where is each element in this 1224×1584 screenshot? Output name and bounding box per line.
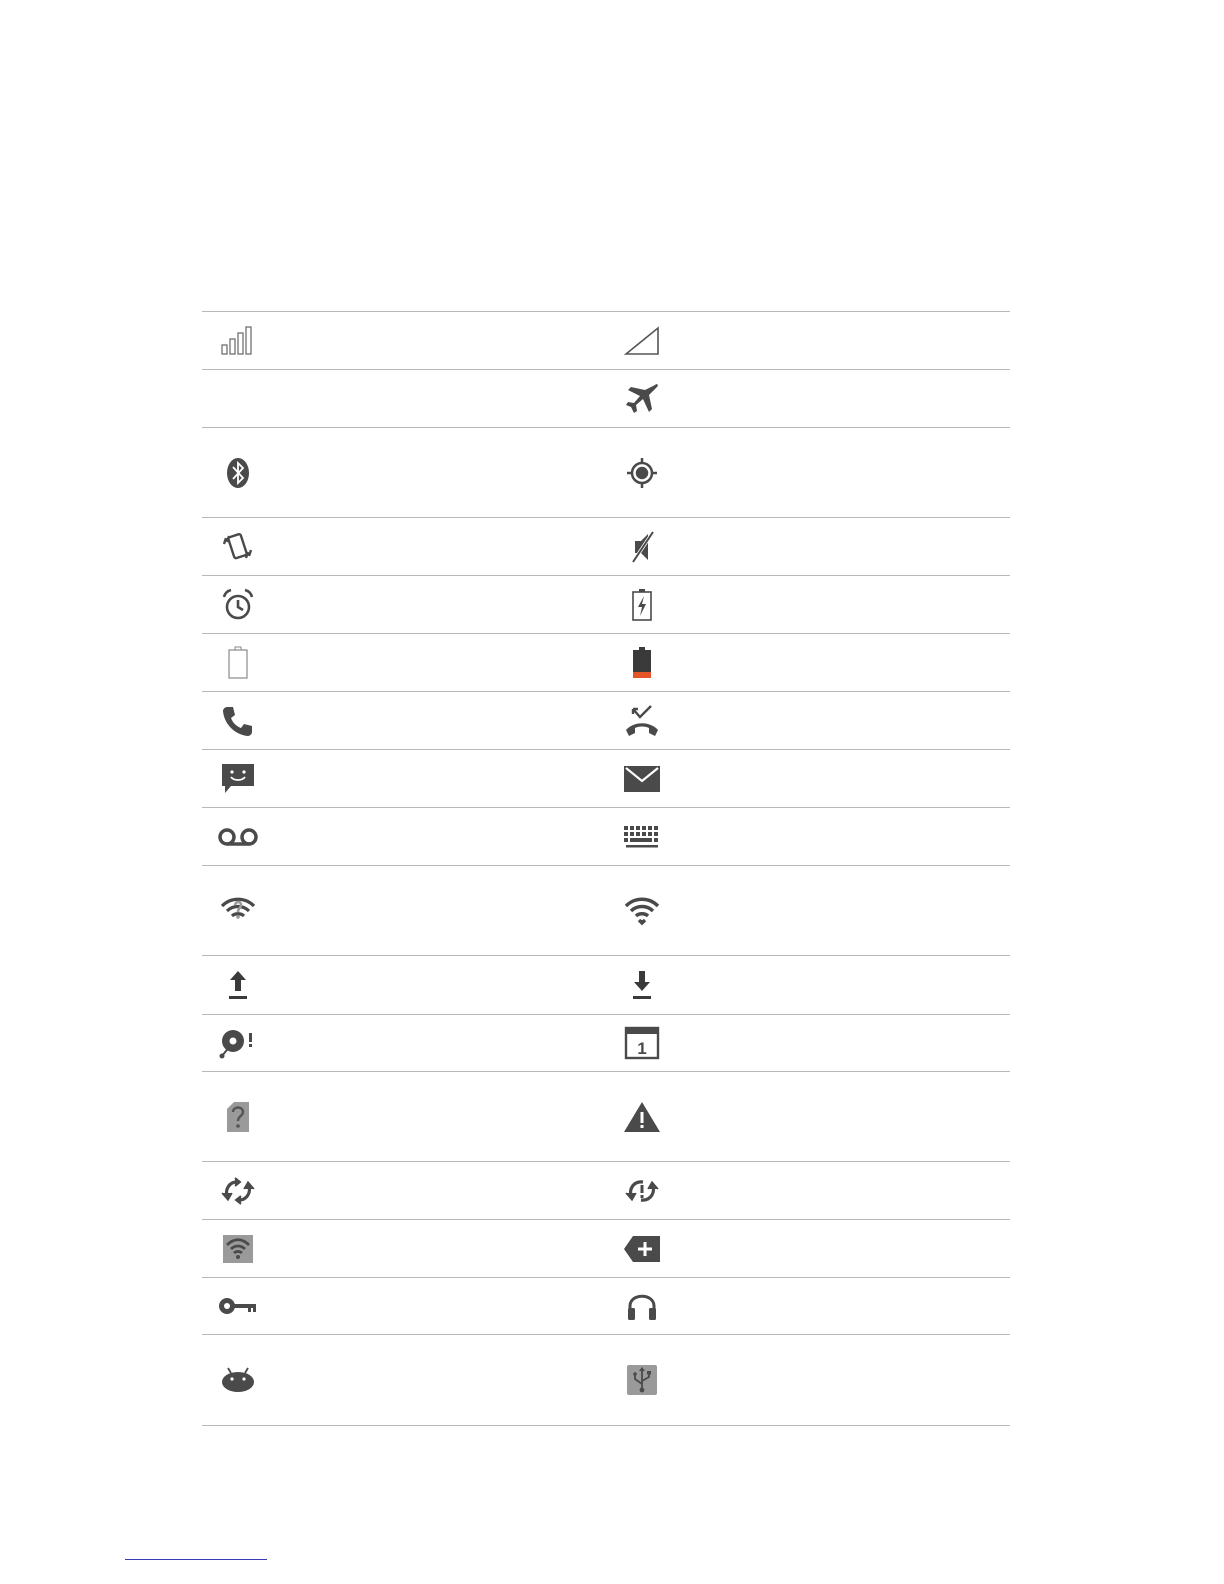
- table-row: [202, 370, 1010, 428]
- table-row: [202, 1162, 1010, 1220]
- table-row: [202, 518, 1010, 576]
- airplane-mode-icon: [606, 370, 678, 427]
- calendar-day-number: 1: [637, 1039, 647, 1058]
- table-row: [202, 312, 1010, 370]
- syncing-icon: [202, 1162, 274, 1219]
- vpn-connected-icon: [202, 1278, 274, 1334]
- new-email-icon: [606, 750, 678, 807]
- table-row: [202, 866, 1010, 956]
- wifi-available-icon: [202, 866, 274, 955]
- storage-full-icon: [202, 1015, 274, 1071]
- table-row: [202, 1220, 1010, 1278]
- table-row: [202, 808, 1010, 866]
- silent-mode-icon: [606, 518, 678, 575]
- table-row: [202, 634, 1010, 692]
- battery-empty-icon: [202, 634, 274, 691]
- vibrate-mode-icon: [202, 518, 274, 575]
- portable-hotspot-icon: [202, 1220, 274, 1277]
- table-row: [202, 1335, 1010, 1426]
- table-row: [202, 750, 1010, 808]
- gps-icon: [606, 428, 678, 517]
- usb-connected-icon: [606, 1335, 678, 1425]
- calendar-event-icon: [606, 1015, 678, 1071]
- table-row: [202, 1015, 1010, 1072]
- new-message-icon: [202, 750, 274, 807]
- usb-debugging-icon: [202, 1335, 274, 1425]
- battery-low-icon: [606, 634, 678, 691]
- warning-icon: [606, 1072, 678, 1161]
- table-row: [202, 576, 1010, 634]
- missed-call-icon: [606, 692, 678, 749]
- keyboard-icon: [606, 808, 678, 865]
- voicemail-icon: [202, 808, 274, 865]
- sync-error-icon: [606, 1162, 678, 1219]
- battery-charging-icon: [606, 576, 678, 633]
- bluetooth-icon: [202, 428, 274, 517]
- footnote-rule: [125, 1559, 267, 1560]
- table-row: [202, 1278, 1010, 1335]
- signal-strength-icon: [202, 312, 274, 369]
- more-notifications-icon: [606, 1220, 678, 1277]
- call-in-progress-icon: [202, 692, 274, 749]
- alarm-icon: [202, 576, 274, 633]
- table-row: [202, 428, 1010, 518]
- wifi-connected-icon: [606, 866, 678, 955]
- status-icon-table: [202, 311, 1010, 1426]
- table-row: [202, 956, 1010, 1015]
- downloading-icon: [606, 956, 678, 1014]
- table-row: [202, 1072, 1010, 1162]
- uploading-icon: [202, 956, 274, 1014]
- table-row: [202, 692, 1010, 750]
- no-signal-icon: [606, 312, 678, 369]
- no-sim-icon: [202, 1072, 274, 1161]
- headset-icon: [606, 1278, 678, 1334]
